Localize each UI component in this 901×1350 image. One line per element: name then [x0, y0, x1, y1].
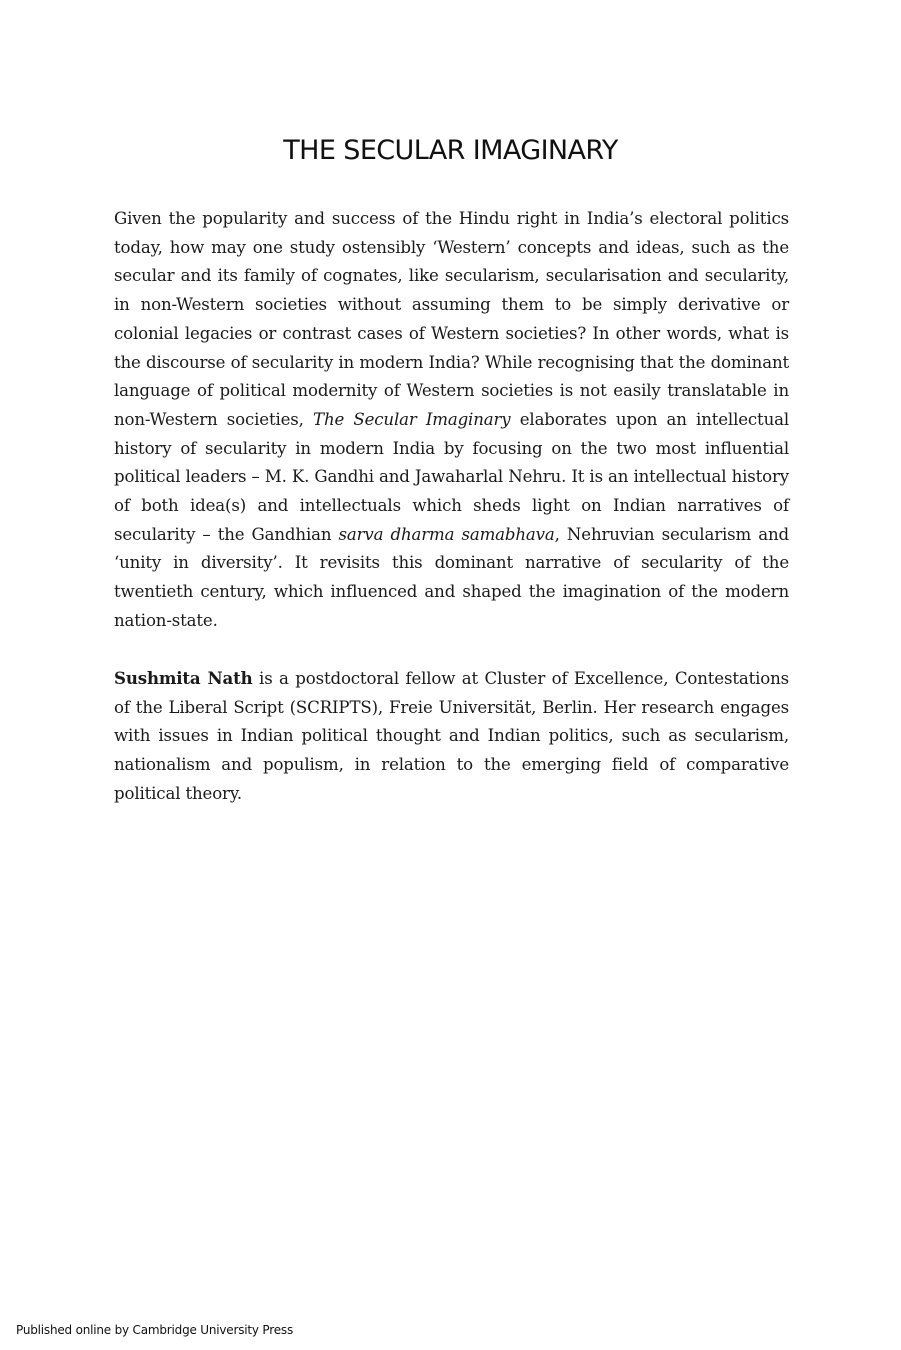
blurb-text-part-2: elaborates upon an intellectual history of secularity in modern India by focusing on the two most influential political leaders – M. K. Gandhi and Jawaharlal Nehru. It is an intellectual history of both idea(s) and intellectuals which sheds light on Indian narratives of secularity – the Gandhian	[114, 409, 790, 544]
page-title: THE SECULAR IMAGINARY	[283, 135, 618, 166]
author-name: Sushmita Nath	[114, 668, 253, 688]
sanskrit-term-italic: sarva dharma samabhava	[338, 524, 555, 544]
blurb-text-part-3: , Nehruvian secularism and ‘unity in diversity’. It revisits this dominant narrative of secularity of the twentieth century, which influenced and shaped the imagination of the modern nation-state.	[114, 524, 789, 630]
author-bio	[114, 664, 789, 809]
book-title-italic: The Secular Imaginary	[313, 409, 511, 429]
blurb-text-part-1: Given the popularity and success of the Hindu right in India’s electoral politics today, how may one study ostensibly ‘Western’ concepts and ideas, such as the secular and its family of cognates, like secularism, secularisation and secularity, in non-Western societies without assuming them to be simply derivative or colonial legacies or contrast cases of Western societies? In other words, what is the discourse of secularity in modern India? While recognising that the dominant language of political modernity of Western societies is not easily translatable in non-Western societies,	[114, 209, 789, 429]
book-blurb	[114, 205, 789, 636]
author-bio-text: is a postdoctoral fellow at Cluster of Excellence, Contestations of the Liberal Script (SCRIPTS), Freie Universität, Berlin. Her research engages with issues in Indian political thought and Indian politics, such as secularism, nationalism and populism, in relation to the emerging field of comparative political theory.	[114, 669, 789, 803]
publisher-footer: Published online by Cambridge University Press	[16, 1323, 294, 1337]
